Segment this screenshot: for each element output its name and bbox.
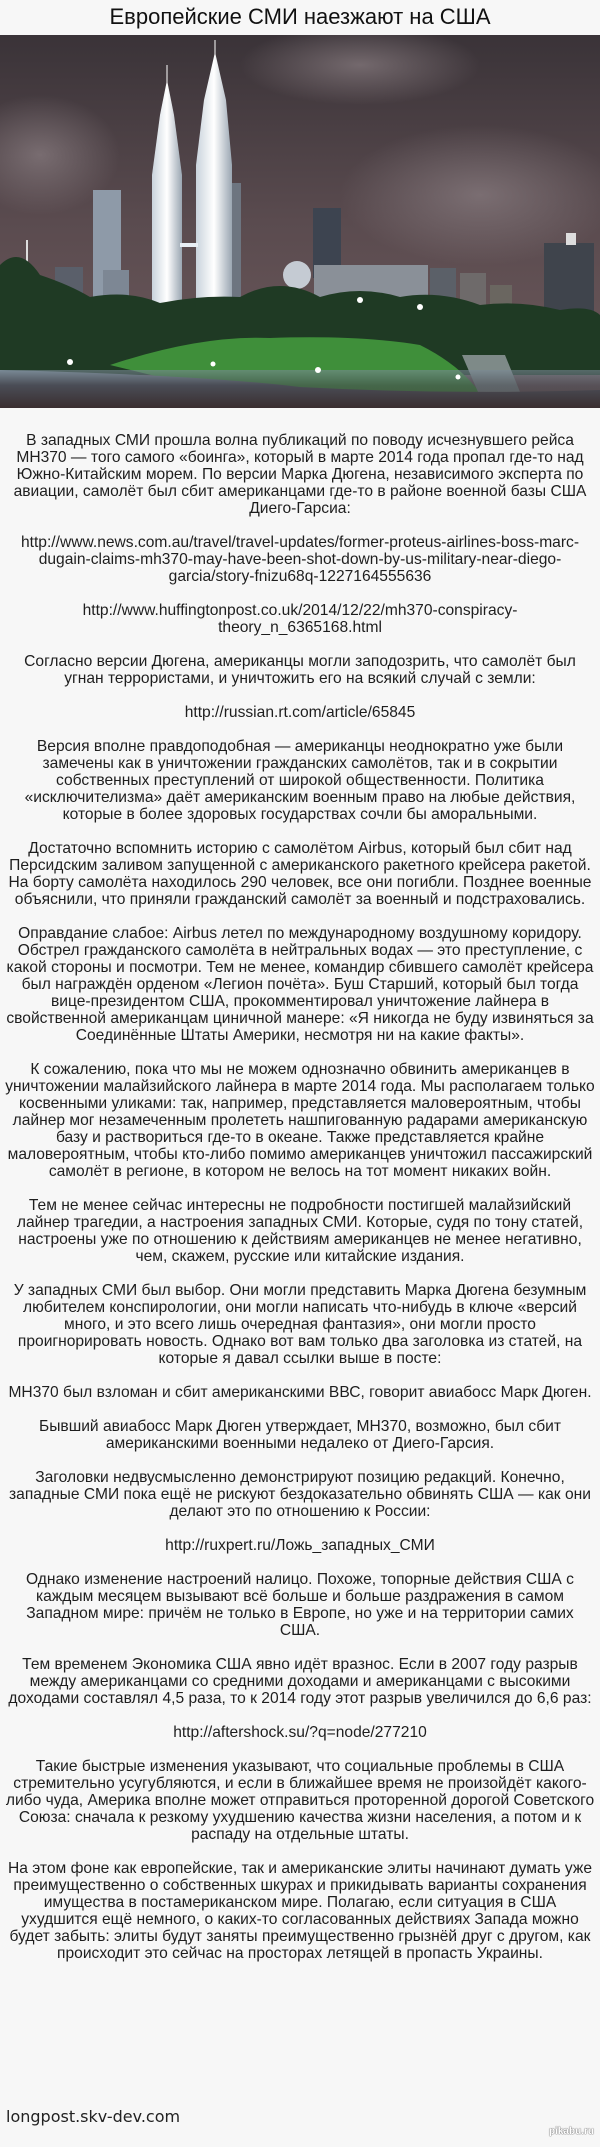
paragraph: Однако изменение настроений налицо. Похоже, топорные действия США с каждым месяцем вызывают всё больше и больше раздражения в самом Западном мире: причём не только в Европе, но уже и на территории самих США.	[26, 1571, 574, 1639]
quoted-headline: MH370 был взломан и сбит американскими ВВС, говорит авиабосс Марк Дюген.	[8, 1384, 592, 1401]
link-aftershock[interactable]: http://aftershock.su/?q=node/277210	[173, 1724, 427, 1741]
link-huffingtonpost[interactable]: http://www.huffingtonpost.co.uk/2014/12/22/mh370-conspiracy-theory_n_6365168.html	[82, 602, 518, 636]
paragraph: Заголовки недвусмысленно демонстрируют позицию редакций. Конечно, западные СМИ пока ещё не рискуют бездоказательно обвинять США — как они делают это по отношению к России:	[9, 1469, 591, 1520]
article-body	[0, 408, 600, 1962]
link-news-com-au[interactable]: http://www.news.com.au/travel/travel-updates/former-proteus-airlines-boss-marc-dugain-claims-mh370-may-have-been-shot-down-by-us-military-near-diego-garcia/story-fnizu68q-1227164555636	[20, 534, 580, 585]
link-ruxpert[interactable]: http://ruxpert.ru/Ложь_западных_СМИ	[165, 1537, 435, 1554]
footer-site-credit: longpost.skv-dev.com	[6, 2107, 181, 2126]
paragraph-intro: В западных СМИ прошла волна публикаций по поводу исчезнувшего рейса MH370 — того самого «боинга», который в марте 2014 года пропал где-то над Южно-Китайским морем. По версии Марка Дюгена, независимого эксперта по авиации, самолёт был сбит американцами где-то в районе военной базы США Диего-Гарсиа:	[13, 432, 587, 517]
watermark: pikabu.ru	[548, 2126, 594, 2137]
paragraph: Версия вполне правдоподобная — американцы неоднократно уже были замечены как в уничтожении гражданских самолётов, так и в сокрытии собственных преступлений от широкой общественности. Политика «исключителизма» даёт американским военным право на любые действия, которые в более здоровых государствах сочли бы аморальными.	[24, 738, 576, 823]
paragraph: К сожалению, пока что мы не можем однозначно обвинить американцев в уничтожении малайзийского лайнера в марте 2014 года. Мы располагаем только косвенными уликами: так, например, представляется маловероятным, чтобы лайнер мог незамеченным пролететь нашпигованную радарами американскую базу и раствориться где-то в океане. Также представляется крайне маловероятным, чтобы кто-либо помимо американцев уничтожил пассажирский самолёт в регионе, в котором не велось на тот момент никаких войн.	[5, 1061, 595, 1180]
paragraph: Оправдание слабое: Airbus летел по международному воздушному коридору. Обстрел гражданского самолёта в нейтральных водах — это преступление, с какой стороны и посмотри. Тем не менее, командир сбившего самолёт крейсера был награждён орденом «Легион почёта». Буш Старший, который был тогда вице-президентом США, прокомментировал уничтожение лайнера в свойственной американцам циничной манере: «Я никогда не буду извиняться за Соединённые Штаты Америки, несмотря ни на какие факты».	[6, 925, 594, 1044]
hero-image-city-night	[0, 35, 600, 408]
paragraph-conclusion: На этом фоне как европейские, так и американские элиты начинают думать уже преимущественно о собственных шкурах и прикидывать варианты сохранения имущества в постамериканском мире. Полагаю, если ситуация в США ухудшится ещё немного, о каких-то согласованных действиях Запада можно будет забыть: элиты будут заняты преимущественно грызнёй друг с другом, как происходит это сейчас на просторах летящей в пропасть Украины.	[8, 1860, 592, 1962]
paragraph: Достаточно вспомнить историю с самолётом Airbus, который был сбит над Персидским заливом запущенной с американского ракетного крейсера ракетой. На борту самолёта находилось 290 человек, все они погибли. Позднее военные объяснили, что приняли гражданский самолёт за военный и подстраховались.	[8, 840, 592, 908]
paragraph: Тем не менее сейчас интересны не подробности постигшей малайзийский лайнер трагедии, а настроения западных СМИ. Которые, судя по тону статей, настроены уже по отношению к действиям американцев не менее негативно, чем, скажем, русские или китайские издания.	[16, 1197, 584, 1265]
paragraph: Такие быстрые изменения указывают, что социальные проблемы в США стремительно усугубляются, и если в ближайшее время не произойдёт какого-либо чуда, Америка вполне может отправиться проторенной дорогой Советского Союза: сначала к резкому ухудшению качества жизни населения, а потом и к распаду на отдельные штаты.	[5, 1758, 595, 1843]
paragraph: У западных СМИ был выбор. Они могли представить Марка Дюгена безумным любителем конспирологии, они могли написать что-нибудь в ключе «версий много, и это всего лишь очередная фантазия», они могли просто проигнорировать новость. Однако вот вам только два заголовка из статей, на которые я давал ссылки выше в посте:	[13, 1282, 587, 1367]
paragraph: Тем временем Экономика США явно идёт вразнос. Если в 2007 году разрыв между американцами со средними доходами и американцами с высокими доходами составлял 4,5 раза, то к 2014 году этот разрыв увеличился до 6,6 раз:	[8, 1656, 592, 1707]
paragraph: Согласно версии Дюгена, американцы могли заподозрить, что самолёт был угнан террористами, и уничтожить его на всякий случай с земли:	[24, 653, 576, 687]
quoted-headline: Бывший авиабосс Марк Дюген утверждает, MH370, возможно, был сбит американскими военными недалеко от Диего-Гарсия.	[38, 1418, 561, 1452]
page-title: Европейские СМИ наезжают на США	[0, 0, 600, 35]
link-rt[interactable]: http://russian.rt.com/article/65845	[184, 704, 416, 721]
